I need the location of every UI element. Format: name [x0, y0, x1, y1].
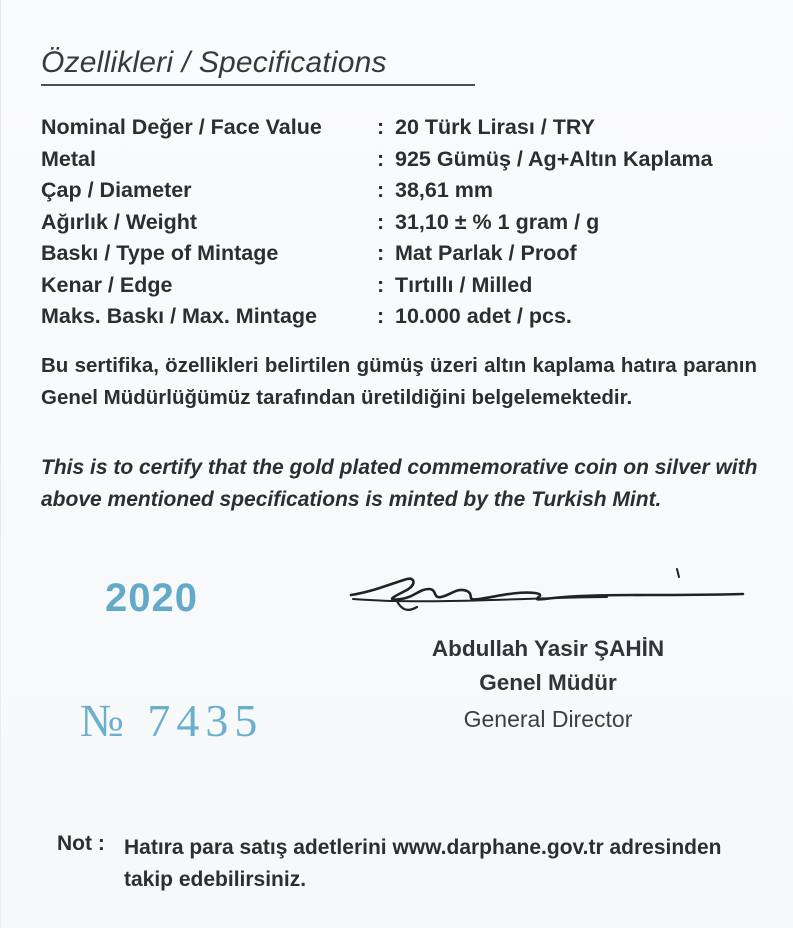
- spec-value: 20 Türk Lirası / TRY: [395, 115, 595, 139]
- spec-value: 38,61 mm: [395, 178, 494, 202]
- spec-separator: :: [377, 146, 385, 171]
- spec-row-max-mintage: [41, 304, 781, 336]
- signatory-name: Abdullah Yasir ŞAHİN: [431, 636, 665, 661]
- spec-row-metal: [41, 147, 781, 179]
- spec-label: Baskı / Type of Mintage: [41, 241, 279, 265]
- spec-row-mintage-type: [41, 241, 781, 273]
- serial-number-stamp: № 7435: [80, 695, 264, 746]
- specifications-table: [41, 115, 781, 336]
- spec-separator: :: [377, 115, 385, 139]
- spec-label: Maks. Baskı / Max. Mintage: [41, 304, 318, 328]
- spec-label: Çap / Diameter: [41, 178, 192, 202]
- spec-separator: :: [377, 241, 385, 265]
- spec-label: Metal: [41, 146, 96, 171]
- spec-value: 10.000 adet / pcs.: [395, 304, 572, 328]
- spec-row-weight: [41, 210, 781, 242]
- spec-row-diameter: [41, 178, 781, 210]
- note-label: Not :: [57, 832, 105, 855]
- spec-separator: :: [377, 209, 385, 234]
- signatory-title-turkish: Genel Müdür: [479, 670, 617, 695]
- signatory-title-english: General Director: [463, 706, 633, 732]
- spec-value: 31,10 ± % 1 gram / g: [395, 209, 600, 234]
- note-text: Hatıra para satış adetlerini www.darphane.gov.tr adresinden takip edebilirsiniz.: [124, 836, 722, 891]
- certification-text-turkish: Bu sertifika, özellikleri belirtilen gümüş üzeri altın kaplama hatıra paranın Genel Müdürlüğümüz tarafından üretildiğini belgelemektedir.: [41, 354, 757, 409]
- certification-text-english: This is to certify that the gold plated commemorative coin on silver with above mentioned specifications is minted by the Turkish Mint.: [41, 456, 758, 511]
- spec-separator: :: [377, 304, 385, 328]
- spec-row-face-value: [41, 115, 781, 147]
- spec-separator: :: [377, 178, 385, 202]
- spec-value: Tırtıllı / Milled: [395, 272, 533, 297]
- spec-value: Mat Parlak / Proof: [395, 241, 577, 265]
- page-title: Özellikleri / Specifications: [41, 46, 475, 86]
- spec-row-edge: [41, 273, 781, 305]
- spec-value: 925 Gümüş / Ag+Altın Kaplama: [395, 146, 713, 171]
- signature-image: [345, 565, 765, 635]
- spec-separator: :: [377, 272, 385, 297]
- spec-label: Nominal Değer / Face Value: [41, 115, 322, 139]
- year-stamp: 2020: [105, 576, 198, 620]
- spec-label: Ağırlık / Weight: [41, 209, 198, 234]
- spec-label: Kenar / Edge: [41, 272, 173, 297]
